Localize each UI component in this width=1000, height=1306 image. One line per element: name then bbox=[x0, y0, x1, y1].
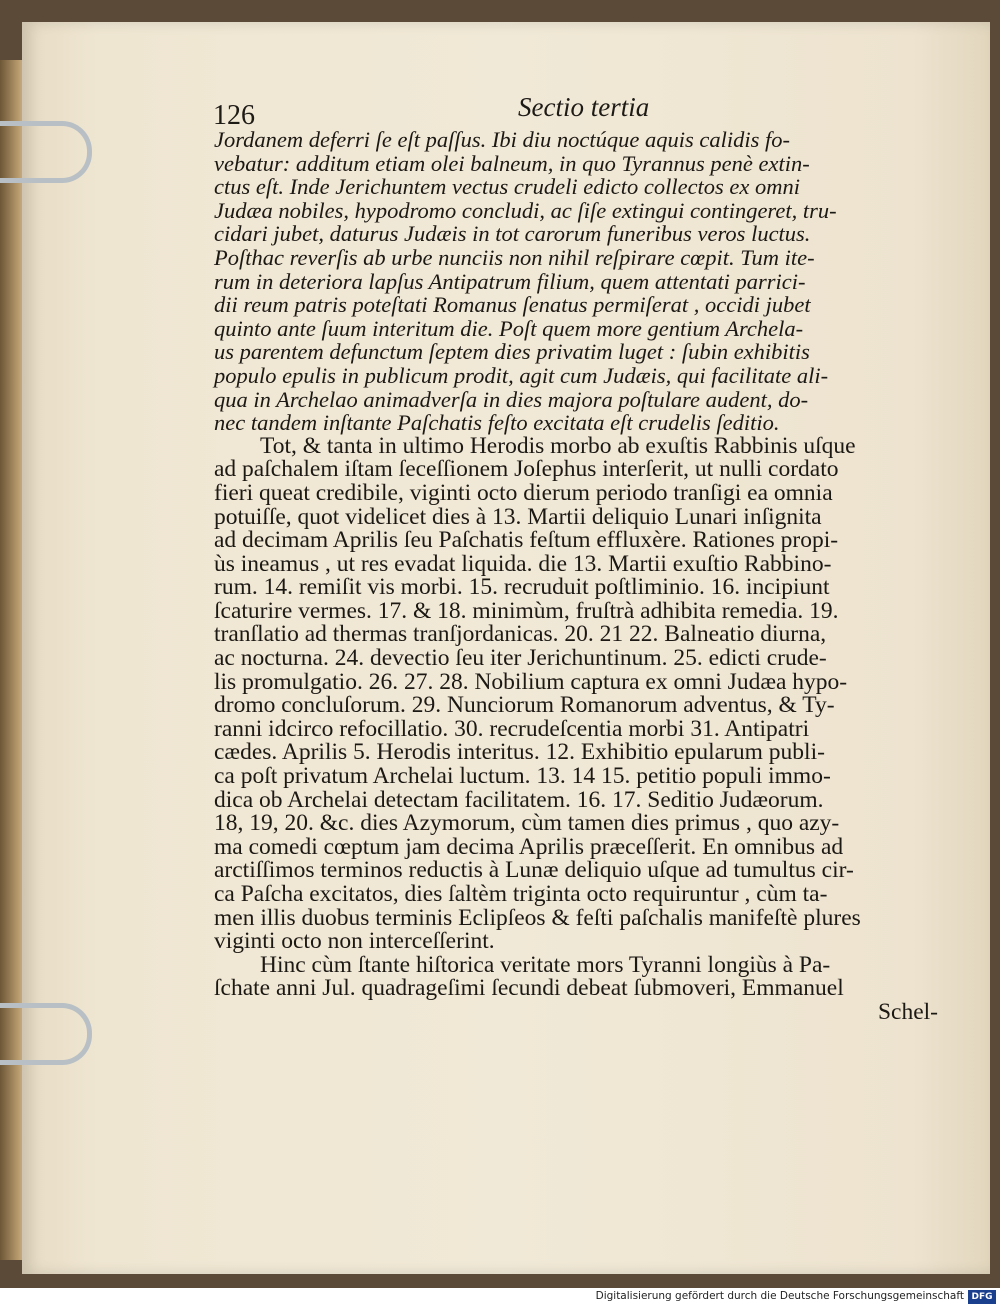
italic-line: quinto ante ſuum interitum die. Poſt quem more gentium Archela- bbox=[214, 315, 804, 341]
paper-clip-bottom bbox=[0, 1003, 92, 1065]
paragraph-line: dica ob Archelai detectam facilitatem. 16. 17. Seditio Judæorum. bbox=[214, 786, 824, 813]
text-block bbox=[214, 128, 938, 1025]
paragraph-line: ca poſt privatum Archelai luctum. 13. 14 15. petitio populi immo- bbox=[214, 763, 831, 790]
italic-line: qua in Archelao animadverſa in dies majora poſtulare audent, do- bbox=[214, 386, 809, 412]
paper-clip-top bbox=[0, 121, 92, 183]
paragraph-line: fieri queat credibile, viginti octo dierum periodo tranſigi ea omnia bbox=[214, 479, 833, 506]
paragraph-line: viginti octo non interceſſerint. bbox=[214, 928, 495, 955]
paragraph-line: tranſlatio ad thermas tranſjordanicas. 20. 21 22. Balneatio diurna, bbox=[214, 621, 827, 648]
italic-line: cidari jubet, daturus Judæis in tot carorum funeribus veros luctus. bbox=[214, 221, 811, 247]
italic-line: dii reum patris poteſtati Romanus ſenatus permiſerat , occidi jubet bbox=[214, 292, 811, 318]
paragraph-line: ſcaturire vermes. 17. & 18. minimùm, fruſtrà adhibita remedia. 19. bbox=[214, 597, 839, 624]
italic-line: vebatur: additum etiam olei balneum, in quo Tyrannus penè extin- bbox=[214, 150, 810, 176]
running-head: Sectio tertia bbox=[518, 92, 650, 122]
paragraph-line: Tot, & tanta in ultimo Herodis morbo ab exuſtis Rabbinis uſque bbox=[260, 432, 856, 459]
italic-line: Judæa nobiles, hypodromo concludi, ac ſiſe extingui contingeret, tru- bbox=[214, 197, 837, 223]
paragraph-line: ma comedi cœptum jam decima Aprilis præceſſerit. En omnibus ad bbox=[214, 833, 844, 860]
paragraph-line: rum. 14. remiſit vis morbi. 15. recruduit poſtliminio. 16. incipiunt bbox=[214, 574, 830, 601]
paragraph-line: ranni idcirco refocillatio. 30. recrudeſcentia morbi 31. Antipatri bbox=[214, 715, 810, 742]
paragraph-line: men illis duobus terminis Eclipſeos & feſti paſchalis manifeſtè plures bbox=[214, 904, 861, 931]
digitization-footer bbox=[0, 1288, 1000, 1306]
paragraph-line: potuiſſe, quot videlicet dies à 13. Martii deliquio Lunari inſignita bbox=[214, 503, 822, 530]
paragraph-line: cædes. Aprilis 5. Herodis interitus. 12. Exhibitio epularum publi- bbox=[214, 739, 825, 766]
italic-line: rum in deteriora lapſus Antipatrum filium, quem attentati parrici- bbox=[214, 268, 806, 294]
italic-line: Poſthac reverſis ab urbe nunciis non nihil reſpirare cœpit. Tum ite- bbox=[214, 244, 815, 270]
page-number: 126 bbox=[213, 100, 255, 131]
paragraph-line: ca Paſcha excitatos, dies ſaltèm triginta octo requiruntur , cùm ta- bbox=[214, 881, 828, 907]
italic-line: Jordanem deferri ſe eſt paſſus. Ibi diu noctúque aquis calidis fo- bbox=[214, 127, 790, 152]
italic-line: ctus eſt. Inde Jerichuntem vectus crudeli edicto collectos ex omni bbox=[214, 174, 801, 200]
paragraph-line: arctiſſimos terminos reductis à Lunæ deliquio uſque ad tumultus cir- bbox=[214, 857, 854, 884]
catchword: Schel- bbox=[877, 998, 938, 1025]
paragraph-line: ùs ineamus , ut res evadat liquida. die 13. Martii exuſtio Rabbino- bbox=[214, 550, 832, 577]
footer-credit: Digitalisierung gefördert durch die Deutsche Forschungsgemeinschaft bbox=[595, 1290, 964, 1302]
italic-line: populo epulis in publicum prodit, agit cum Judæis, qui facilitate ali- bbox=[214, 362, 829, 388]
paragraph-line: Hinc cùm ſtante hiſtorica veritate mors Tyranni longiùs à Pa- bbox=[260, 951, 831, 978]
paragraph-line: ac nocturna. 24. devectio ſeu iter Jerichuntinum. 25. edicti crude- bbox=[214, 645, 827, 672]
paragraph-line: lis promulgatio. 26. 27. 28. Nobilium captura ex omni Judæa hypo- bbox=[214, 668, 848, 695]
paragraph-line: dromo concluſorum. 29. Nunciorum Romanorum adventus, & Ty- bbox=[214, 692, 835, 719]
page-header bbox=[213, 92, 943, 132]
italic-line: nec tandem inſtante Paſchatis feſto excitata eſt crudelis ſeditio. bbox=[214, 410, 780, 436]
paragraph-line: ad paſchalem iſtam ſeceſſionem Joſephus interſerit, ut nulli cordato bbox=[214, 456, 839, 483]
paragraph-line: ad decimam Aprilis ſeu Paſchatis feſtum effluxère. Rationes propi- bbox=[214, 527, 839, 554]
paragraph-line: ſchate anni Jul. quadrageſimi ſecundi debeat ſubmoveri, Emmanuel bbox=[214, 975, 844, 1002]
italic-line: us parentem defunctum ſeptem dies privatim luget : ſubin exhibitis bbox=[214, 339, 810, 365]
paragraph-line: 18, 19, 20. &c. dies Azymorum, cùm tamen dies primus , quo azy- bbox=[214, 810, 840, 837]
dfg-logo-icon: DFG bbox=[968, 1290, 996, 1304]
